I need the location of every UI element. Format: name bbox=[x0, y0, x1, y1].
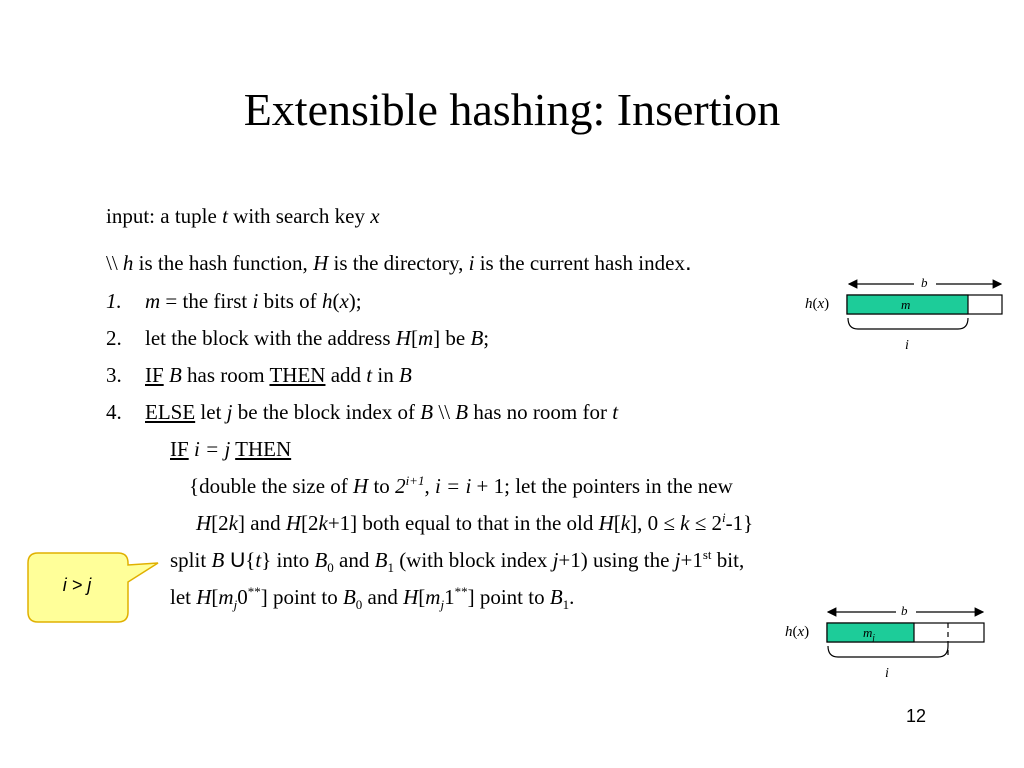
b-label-top: b bbox=[921, 275, 928, 290]
slide-title: Extensible hashing: Insertion bbox=[243, 84, 781, 135]
if-i-equals-j-line: IF i = j THEN bbox=[170, 437, 292, 461]
let-pointers-line: let $H[m_j0^{**}]$ point to $B_0$ and $H[m_j1^{**}]$ point to $B_1$. bbox=[170, 584, 575, 613]
step-4: 4. ELSE let j be the block index of B \\ B has no room for t bbox=[106, 400, 619, 424]
step-1: 1. m = the first i bits of h(x); bbox=[106, 289, 362, 313]
i-label-top: i bbox=[905, 338, 909, 353]
step-2: 2. let the block with the address H[m] be B; bbox=[106, 326, 490, 350]
page-number: 12 bbox=[906, 706, 927, 726]
split-line: split B U{t} into $B_0$ and $B_1$ (with block index j+1) using the j+1st bit, bbox=[170, 547, 745, 576]
hx-label-top: h(x) bbox=[805, 296, 830, 312]
i-brace-bottom bbox=[828, 646, 948, 657]
double-directory-line: {double the size of H to $2^{i+1}$, i = i + 1; let the pointers in the new bbox=[189, 473, 733, 498]
pointer-copy-line: H[2k] and H[2k+1] both equal to that in the old H[k], $0 \le k \le 2^i-1$} bbox=[196, 510, 754, 535]
i-label-bottom: i bbox=[885, 666, 889, 681]
step-3: 3. IF B has room THEN add t in B bbox=[106, 363, 412, 387]
callout-text: i > j bbox=[62, 575, 92, 595]
hx-label-bottom: h(x) bbox=[785, 624, 810, 640]
comment-line: \\ h is the hash function, H is the directory, i is the current hash index. bbox=[106, 249, 692, 276]
b-label-bottom: b bbox=[901, 603, 908, 618]
input-line: input: a tuple t with search key x bbox=[106, 204, 380, 228]
mj-label-bottom: $m_j$ bbox=[863, 625, 875, 643]
m-label-top: m bbox=[901, 297, 911, 312]
